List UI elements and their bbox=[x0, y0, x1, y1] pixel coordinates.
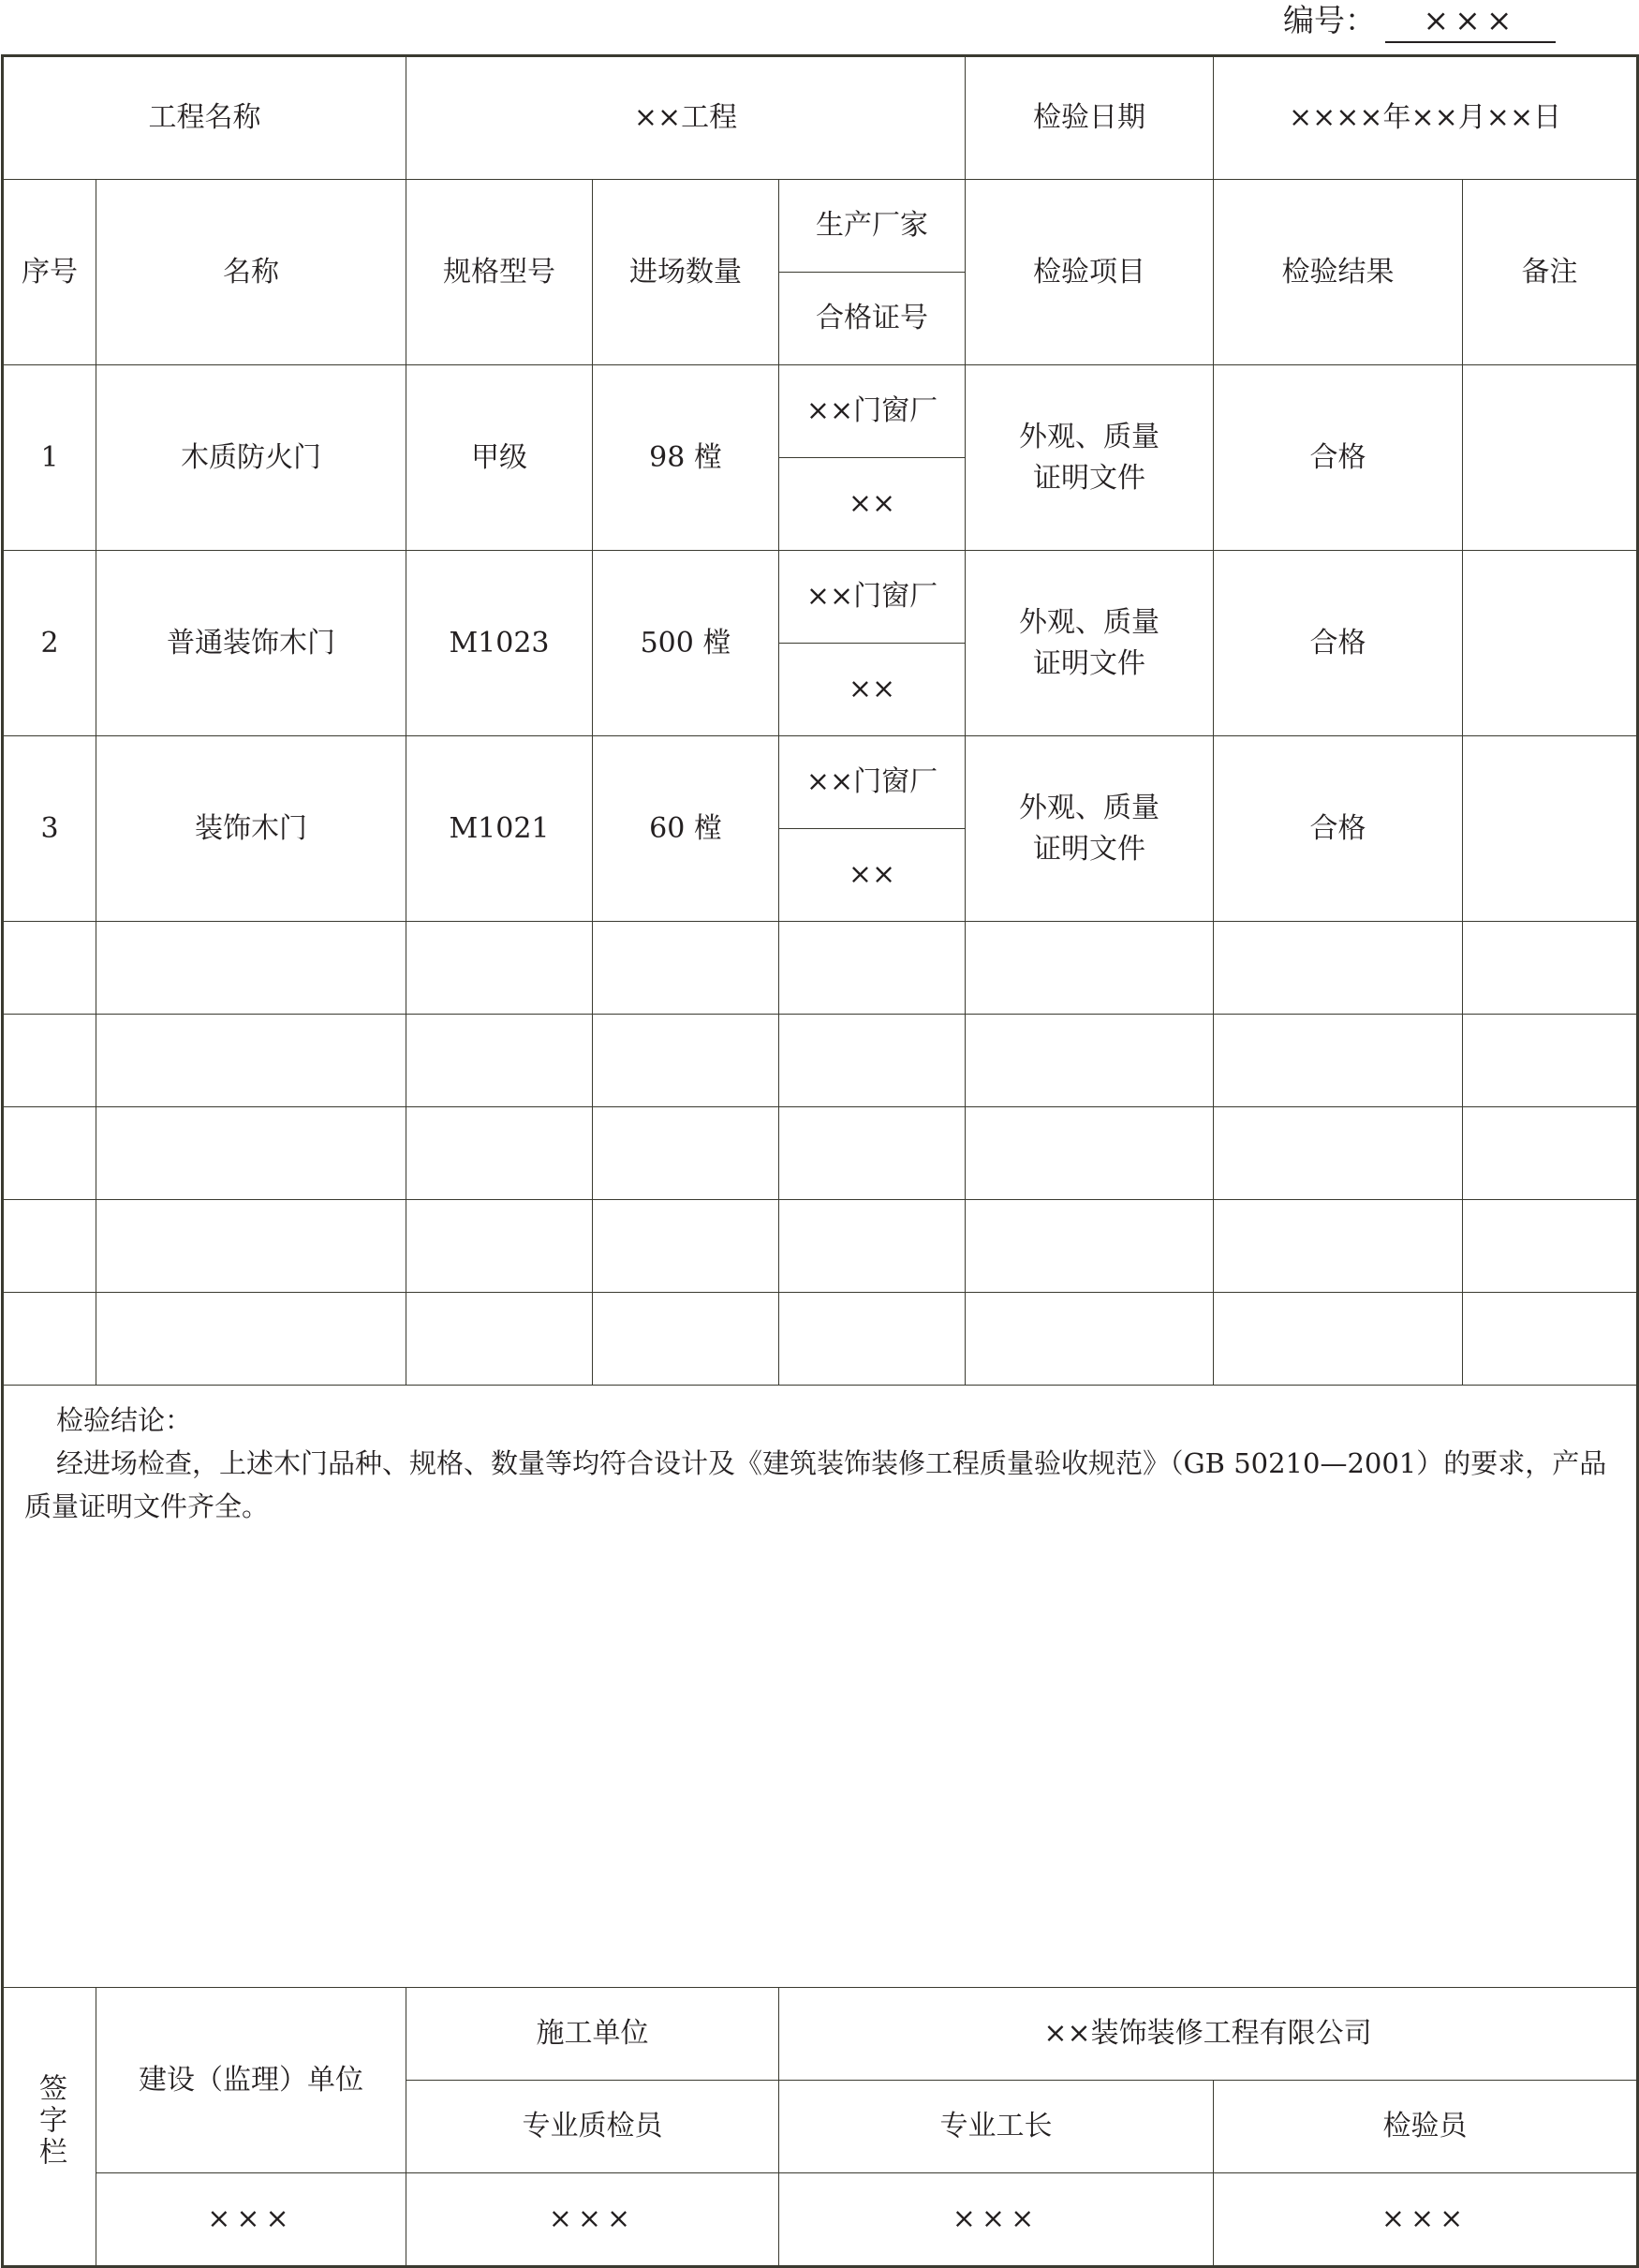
inspection-date-label: 检验日期 bbox=[966, 56, 1214, 180]
project-name-label: 工程名称 bbox=[3, 56, 406, 180]
col-header-manufacturer: 生产厂家 bbox=[779, 180, 966, 273]
empty-cell bbox=[3, 1015, 96, 1107]
serial-label: 编号： bbox=[1283, 2, 1376, 38]
empty-cell bbox=[1214, 1200, 1463, 1293]
inspector-signature: ××× bbox=[1214, 2173, 1638, 2267]
row-item: 外观、质量证明文件 bbox=[966, 736, 1214, 922]
empty-cell bbox=[3, 922, 96, 1015]
empty-row bbox=[3, 922, 1638, 1015]
inspector-label: 检验员 bbox=[1214, 2081, 1638, 2173]
empty-cell bbox=[966, 1200, 1214, 1293]
empty-cell bbox=[1463, 1015, 1638, 1107]
foreman-signature: ××× bbox=[779, 2173, 1214, 2267]
row-remark bbox=[1463, 551, 1638, 736]
empty-cell bbox=[779, 1293, 966, 1386]
col-header-spec: 规格型号 bbox=[406, 180, 593, 365]
row-no: 2 bbox=[3, 551, 96, 736]
col-header-certificate: 合格证号 bbox=[779, 273, 966, 365]
empty-cell bbox=[966, 922, 1214, 1015]
col-header-name: 名称 bbox=[96, 180, 406, 365]
row-item: 外观、质量证明文件 bbox=[966, 551, 1214, 736]
empty-cell bbox=[966, 1107, 1214, 1200]
empty-cell bbox=[593, 1200, 779, 1293]
row-certificate: ×× bbox=[779, 829, 966, 922]
signature-section-label bbox=[3, 1988, 96, 2267]
empty-cell bbox=[96, 1200, 406, 1293]
row-certificate: ×× bbox=[779, 644, 966, 736]
empty-cell bbox=[3, 1107, 96, 1200]
empty-cell bbox=[96, 1293, 406, 1386]
row-qty: 98 樘 bbox=[593, 365, 779, 551]
signature-values-row bbox=[3, 2173, 1638, 2267]
empty-cell bbox=[96, 1107, 406, 1200]
owner-label: 建设（监理）单位 bbox=[96, 1988, 406, 2173]
empty-cell bbox=[96, 1015, 406, 1107]
row-result: 合格 bbox=[1214, 365, 1463, 551]
empty-cell bbox=[1214, 1107, 1463, 1200]
column-header-row bbox=[3, 180, 1638, 273]
empty-cell bbox=[3, 1200, 96, 1293]
foreman-label: 专业工长 bbox=[779, 2081, 1214, 2173]
signature-row bbox=[3, 1988, 1638, 2081]
col-header-no: 序号 bbox=[3, 180, 96, 365]
row-spec: M1021 bbox=[406, 736, 593, 922]
row-qty: 500 樘 bbox=[593, 551, 779, 736]
row-no: 1 bbox=[3, 365, 96, 551]
empty-cell bbox=[3, 1293, 96, 1386]
col-header-qty: 进场数量 bbox=[593, 180, 779, 365]
conclusion-row bbox=[3, 1386, 1638, 1988]
row-result: 合格 bbox=[1214, 551, 1463, 736]
table-row bbox=[3, 365, 1638, 458]
qc-label: 专业质检员 bbox=[406, 2081, 779, 2173]
empty-cell bbox=[1463, 1107, 1638, 1200]
row-spec: M1023 bbox=[406, 551, 593, 736]
col-header-result: 检验结果 bbox=[1214, 180, 1463, 365]
empty-cell bbox=[779, 922, 966, 1015]
empty-cell bbox=[779, 1107, 966, 1200]
row-name: 普通装饰木门 bbox=[96, 551, 406, 736]
project-row bbox=[3, 56, 1638, 180]
empty-row bbox=[3, 1293, 1638, 1386]
serial-number bbox=[1283, 0, 1556, 47]
conclusion-cell bbox=[3, 1386, 1638, 1988]
row-remark bbox=[1463, 365, 1638, 551]
empty-cell bbox=[406, 1107, 593, 1200]
serial-value: ××× bbox=[1385, 0, 1556, 43]
row-spec: 甲级 bbox=[406, 365, 593, 551]
empty-cell bbox=[779, 1200, 966, 1293]
row-manufacturer: ××门窗厂 bbox=[779, 365, 966, 458]
row-certificate: ×× bbox=[779, 458, 966, 551]
empty-cell bbox=[1463, 1293, 1638, 1386]
empty-cell bbox=[593, 1107, 779, 1200]
empty-cell bbox=[593, 1015, 779, 1107]
table-row bbox=[3, 736, 1638, 829]
empty-cell bbox=[406, 1200, 593, 1293]
col-header-item: 检验项目 bbox=[966, 180, 1214, 365]
empty-cell bbox=[96, 922, 406, 1015]
empty-cell bbox=[593, 922, 779, 1015]
empty-cell bbox=[1214, 922, 1463, 1015]
qc-signature: ××× bbox=[406, 2173, 779, 2267]
contractor-value: ××装饰装修工程有限公司 bbox=[779, 1988, 1638, 2081]
row-remark bbox=[1463, 736, 1638, 922]
empty-cell bbox=[406, 922, 593, 1015]
conclusion-title: 检验结论： bbox=[56, 1404, 193, 1436]
empty-cell bbox=[966, 1293, 1214, 1386]
empty-cell bbox=[406, 1015, 593, 1107]
empty-cell bbox=[406, 1293, 593, 1386]
empty-cell bbox=[1214, 1293, 1463, 1386]
empty-row bbox=[3, 1107, 1638, 1200]
empty-cell bbox=[779, 1015, 966, 1107]
row-manufacturer: ××门窗厂 bbox=[779, 736, 966, 829]
row-qty: 60 樘 bbox=[593, 736, 779, 922]
empty-cell bbox=[1214, 1015, 1463, 1107]
project-name-value: ××工程 bbox=[406, 56, 966, 180]
col-header-remark: 备注 bbox=[1463, 180, 1638, 365]
empty-cell bbox=[593, 1293, 779, 1386]
row-manufacturer: ××门窗厂 bbox=[779, 551, 966, 644]
signature-section-text: 签字栏 bbox=[34, 2072, 66, 2169]
row-item: 外观、质量证明文件 bbox=[966, 365, 1214, 551]
empty-row bbox=[3, 1200, 1638, 1293]
empty-cell bbox=[1463, 1200, 1638, 1293]
inspection-date-value: ××××年××月××日 bbox=[1214, 56, 1638, 180]
row-result: 合格 bbox=[1214, 736, 1463, 922]
owner-signature: ××× bbox=[96, 2173, 406, 2267]
row-name: 装饰木门 bbox=[96, 736, 406, 922]
empty-cell bbox=[966, 1015, 1214, 1107]
row-name: 木质防火门 bbox=[96, 365, 406, 551]
table-row bbox=[3, 551, 1638, 644]
empty-cell bbox=[1463, 922, 1638, 1015]
conclusion-text: 经进场检查，上述木门品种、规格、数量等均符合设计及《建筑装饰装修工程质量验收规范》（GB 50210—2001）的要求，产品质量证明文件齐全。 bbox=[24, 1447, 1607, 1522]
inspection-form-table bbox=[1, 54, 1639, 2268]
contractor-label: 施工单位 bbox=[406, 1988, 779, 2081]
row-no: 3 bbox=[3, 736, 96, 922]
empty-row bbox=[3, 1015, 1638, 1107]
